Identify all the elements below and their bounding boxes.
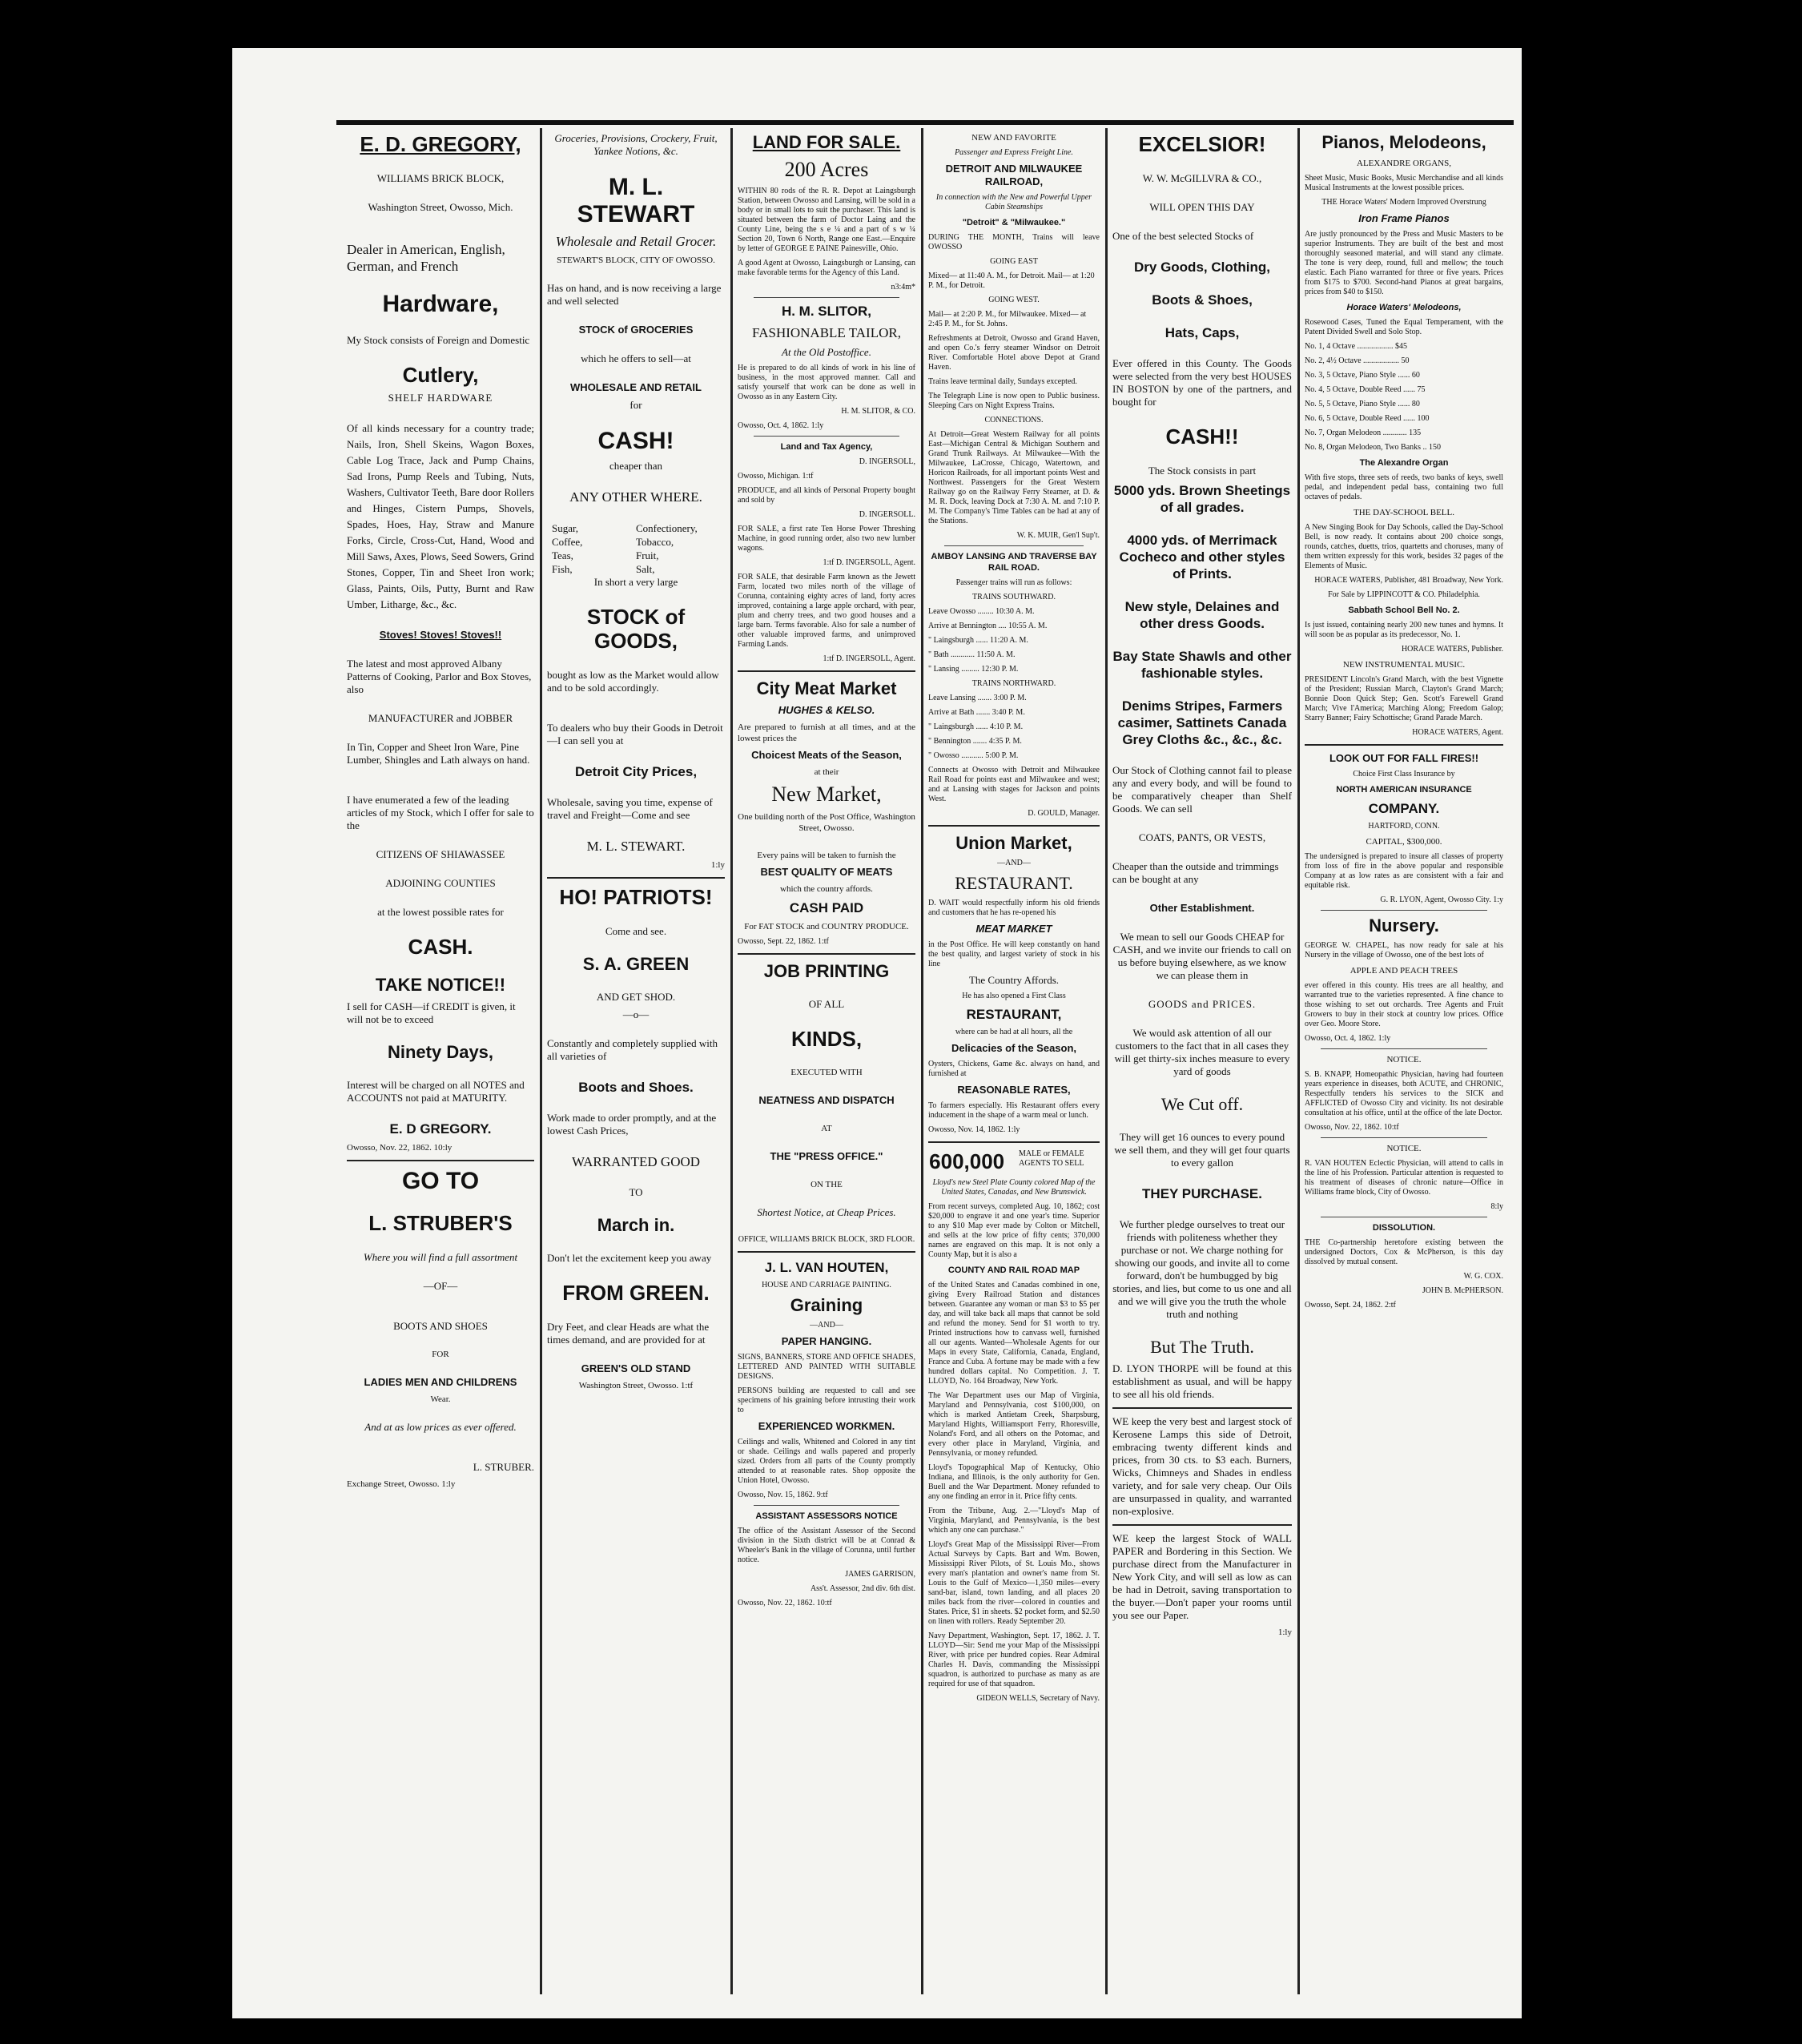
insurance-sign: G. R. LYON, Agent, Owosso City. 1:y [1380, 895, 1503, 904]
vanhouten-notice-ly: 8:ly [1490, 1202, 1503, 1211]
job-printing-short: Shortest Notice, at Cheap Prices. [757, 1206, 896, 1218]
job-printing-exec: EXECUTED WITH [790, 1068, 863, 1077]
lloyd-county: COUNTY AND RAIL ROAD MAP [947, 1265, 1080, 1275]
ingersoll-sign: D. INGERSOLL, [859, 457, 915, 466]
lloyd-body5: From the Tribune, Aug. 2.—"Lloyd's Map of Virginia, Maryland, and Pennsylvania, is the best which any one can purchase." [928, 1507, 1100, 1535]
meat-market-which: which the country affords. [780, 884, 873, 894]
insurance-body: The undersigned is prepared to insure all classes of property from loss of fire in the above popular and responsible Company at as low rates as are consistent with a fair and equitable risk. [1305, 852, 1503, 890]
excelsior-boots: Boots & Shoes, [1152, 292, 1253, 308]
nursery-date: Owosso, Oct. 4, 1862. 1:ly [1305, 1034, 1391, 1043]
column-1 [340, 132, 541, 1982]
meat-market-pains: Every pains will be taken to furnish the [757, 851, 896, 860]
job-printing-kinds: KINDS, [790, 1027, 863, 1051]
top-rule [336, 120, 1514, 125]
amboy-north-row: " Bennington ....... 4:35 P. M. [928, 737, 1022, 746]
gregory-tin: In Tin, Copper and Sheet Iron Ware, Pine Lumber, Shingles and Lath always on hand. [347, 741, 530, 766]
pianos-row: No. 1, 4 Octave .................. $45 [1305, 342, 1408, 351]
meat-market-names: HUGHES & KELSO. [778, 704, 875, 716]
lloyd-sign: GIDEON WELLS, Secretary of Navy. [976, 1694, 1100, 1703]
column-3 [731, 132, 922, 1982]
stewart-sub: Wholesale and Retail Grocer. [555, 234, 717, 249]
dissolution-title: DISSOLUTION. [1372, 1223, 1436, 1233]
excelsior-cut: We Cut off. [1160, 1094, 1244, 1114]
pianos-row: No. 2, 4½ Octave .................. 50 [1305, 356, 1410, 365]
excelsior-cash: CASH!! [1165, 424, 1239, 449]
pianos-alex2: The Alexandre Organ [1359, 458, 1449, 468]
column-5 [1106, 132, 1298, 1982]
lloyd-head: 600,000 [929, 1149, 1005, 1173]
meat-market-body: Are prepared to furnish at all times, and at the lowest prices the [738, 722, 915, 743]
gregory-shelf: SHELF HARDWARE [388, 392, 493, 404]
amboy-north-row: " Laingsburgh ...... 4:10 P. M. [928, 722, 1024, 731]
gregory-stock: My Stock consists of Foreign and Domestic [347, 334, 530, 346]
land-title: LAND FOR SALE. [752, 132, 901, 152]
lloyd-body3: The War Department uses our Map of Virginia, Maryland and Pennsylvania, cost $100,000, on which is marked Antietam Creek, Sharpsburg, Maryland Hights, Williamsport Ferry, Rhoresville, Noland's Ford, and all others on the Potomac, and every other place in Maryland, Virginia, and Pennsylvania, or money refunded. [928, 1391, 1100, 1458]
rr-during: DURING THE MONTH, Trains will leave OWOSSO [928, 233, 1100, 251]
excelsior-4000: 4000 yds. of Merrimack Cocheco and other styles of Prints. [1119, 533, 1285, 581]
pianos-row: No. 6, 5 Octave, Double Reed ...... 100 [1305, 414, 1430, 423]
stewart-ly: 1:ly [710, 860, 725, 870]
excelsior-coats: COATS, PANTS, OR VESTS, [1138, 831, 1266, 843]
struber-wear: Wear. [430, 1394, 451, 1404]
job-printing-press: THE "PRESS OFFICE." [770, 1150, 883, 1162]
amboy-south-row: " Laingsburgh ...... 11:20 A. M. [928, 636, 1028, 645]
union-body2: in the Post Office. He will keep constantly on hand the best quality, and largest variety of stock in his line [928, 940, 1100, 968]
dissolution-body: THE Co-partnership heretofore existing between the undersigned Doctors, Cox & McPherson, is this day dissolved by mutual consent. [1305, 1238, 1503, 1266]
pianos-alex2-body: With five stops, three sets of reeds, two banks of keys, swell pedal, and independent pedal bass, containing two full octaves of pedals. [1305, 473, 1503, 501]
pianos-row: No. 5, 5 Octave, Piano Style ...... 80 [1305, 400, 1420, 408]
pianos-sab: Sabbath School Bell No. 2. [1348, 606, 1460, 615]
ingersoll-place: Owosso, Michigan. 1:tf [738, 472, 814, 481]
green-to: TO [629, 1186, 643, 1198]
vanhouten-name: J. L. VAN HOUTEN, [764, 1260, 889, 1275]
green-shop: AND GET SHOD. [596, 991, 676, 1003]
vanhouten-persons: PERSONS building are requested to call and see specimens of his graining before intrusting their work to [738, 1386, 915, 1414]
column-2 [541, 132, 731, 1982]
green-warr: WARRANTED GOOD [571, 1154, 701, 1169]
amboy-south: TRAINS SOUTHWARD. [972, 593, 1056, 602]
pianos-alex: ALEXANDRE ORGANS, [1357, 159, 1451, 168]
excelsior-sixteen: They will get 16 ounces to every pound we sell them, and they will get four quarts to every gallon [1114, 1131, 1290, 1169]
slitor-body: He is prepared to do all kinds of work in his line of business, in the most approved manner. Call and satisfy yourself that work can be done as well in Owosso as in any Eastern City. [738, 364, 915, 401]
vanhouten-grain: Graining [790, 1295, 863, 1315]
vanhouten-and: —AND— [810, 1321, 843, 1330]
rr-east: GOING EAST [990, 257, 1038, 266]
green-come: Come and see. [605, 925, 667, 937]
amboy-south-row: " Bath ............ 11:50 A. M. [928, 650, 1016, 659]
knapp-date: Owosso, Nov. 22, 1862. 10:tf [1305, 1123, 1399, 1132]
item-text: Salt, [636, 563, 655, 575]
slitor-old: At the Old Postoffice. [782, 346, 871, 358]
stewart-saving: Wholesale, saving you time, expense of travel and Freight—Come and see [547, 796, 713, 821]
lloyd-body4: Lloyd's Topographical Map of Kentucky, Ohio Indiana, and Illinois, is the only authority for Gen. Buell and the War Department. Money refunded to any one finding an error in it. Price fifty cents. [928, 1463, 1100, 1501]
pianos-melo: Horace Waters' Melodeons, [1346, 303, 1462, 312]
excelsior-title: EXCELSIOR! [1138, 132, 1266, 156]
gregory-body: Of all kinds necessary for a country trade; Nails, Iron, Shell Skeins, Wagon Boxes, Cable Log Trace, Jack and Pump Chains, Sad Irons, Pump Reels and Tubing, Nuts, Washers, Cultivator Teeth, Bare door Rollers and Hinges, Cistern Pumps, Shovels, Spades, Hoes, Hay, Straw and Manure Forks, Circle, Cross-Cut, Hand, Wood and Mill Saws, Axes, Plows, Seed Sowers, Grind Stones, Copper, Tin and Sheet Iron work; Glass, Paints, Oils, Putty, Burnt and Raw Umber, Litharge, &c., &c. [347, 422, 535, 610]
rr-title: DETROIT AND MILWAUKEE RAILROAD, [945, 163, 1083, 187]
amboy-pass: Passenger trains will run as follows: [955, 578, 1072, 587]
gregory-cash: CASH. [408, 935, 473, 959]
gregory-street: Washington Street, Owosso, Mich. [368, 201, 513, 213]
pianos-melo-body: Rosewood Cases, Tuned the Equal Temperament, with the Patent Divided Swell and Solo Stop. [1305, 318, 1503, 336]
pianos-row: No. 8, Organ Melodeon, Two Banks .. 150 [1305, 443, 1442, 452]
insurance-look: LOOK OUT FOR FALL FIRES!! [1329, 752, 1479, 764]
struber-goto: GO TO [401, 1168, 480, 1194]
amboy-south-row: Arrive at Bennington .... 10:55 A. M. [928, 622, 1048, 630]
nursery-title: Nursery. [1369, 915, 1439, 935]
nursery-body2: ever offered in this county. His trees are all healthy, and warranted true to the varieties represented. A fine chance to those wishing to set out orchards. Tree Agents and Fruit Growers to buy in their stock at country low prices. Office over Geo. Moore Store. [1305, 981, 1503, 1028]
struber-name: L. STRUBER'S [368, 1211, 513, 1235]
excelsior-pledge: We further pledge ourselves to treat our friends with politeness whether they purchase or not. We charge nothing for showing our goods, and invite all to come forward, don't be humbugged by big stories, and lies, but come to us one and all and we will give you the truth the whole truth and nothing [1112, 1218, 1292, 1320]
struber-for: FOR [432, 1350, 449, 1359]
pianos-day-body: A New Singing Book for Day Schools, called the Day-School Bell, is now ready. It contains about 200 choice songs, rounds, catches, duetts, trios, quartetts and choruses, many of them written expressly for this work, besides 32 pages of the Elements of Music. [1305, 523, 1503, 570]
green-o: —o— [622, 1008, 650, 1020]
meat-market-at: at their [814, 767, 839, 777]
meat-market-best: BEST QUALITY OF MEATS [760, 866, 893, 878]
stewart-detroit: Detroit City Prices, [574, 764, 698, 779]
struber-sign: L. STRUBER. [473, 1461, 534, 1473]
excelsior-other: Other Establishment. [1149, 902, 1255, 914]
nursery-apple: APPLE AND PEACH TREES [1349, 966, 1458, 976]
land-body: WITHIN 80 rods of the R. R. Depot at Laingsburgh Station, between Owosso and Lansing, will be sold in a body or in small lots to suit the purchaser. This land is situated between the farm of Doctor Laing and the County Line, being the s e ¼ and a part of s w ¼ Section 20, Town 6 North, Range one East.—Enquire by letter of GEORGE E PAINE Painesville, Ohio. [738, 187, 915, 253]
excelsior-cheaper: Cheaper than the outside and trimmings can be bought at any [1112, 860, 1279, 885]
meat-market-title: City Meat Market [756, 678, 897, 698]
stewart-body: Has on hand, and is now receiving a large and well selected [547, 282, 722, 307]
meat-market-cashpaid: CASH PAID [789, 900, 864, 915]
gregory-citizens: CITIZENS OF SHIAWASSEE [376, 848, 505, 860]
dissolution-sign1: W. G. COX. [1463, 1272, 1503, 1281]
rr-line: Passenger and Express Freight Line. [955, 148, 1073, 157]
union-rates: REASONABLE RATES, [957, 1084, 1071, 1096]
vanhouten-sub: HOUSE AND CARRIAGE PAINTING. [762, 1281, 891, 1290]
job-printing-at: AT [821, 1124, 832, 1133]
item-text: Teas, [552, 549, 573, 561]
pianos-lipp: For Sale by LIPPINCOTT & CO. Philadelphia. [1328, 590, 1480, 599]
ingersoll-title: Land and Tax Agency, [780, 442, 873, 452]
pianos-day: THE DAY-SCHOOL BELL. [1354, 508, 1454, 517]
pianos-sign2: HORACE WATERS, Publisher. [1401, 645, 1503, 654]
green-ho: HO! PATRIOTS! [559, 885, 713, 909]
pianos-new-body: PRESIDENT Lincoln's Grand March, with the best Vignette of the President; Russian March, Clayton's Grand March; Bonnie Doon Quick Step; Gen. Scott's Farewell Grand March; Vive l'America; Marching Along; Freedom Galop; Starry Banner; Fairy Schottische; Grand Parade March. [1305, 675, 1503, 722]
struber-where: Where you will find a full assortment [363, 1251, 518, 1263]
excelsior-firm: W. W. McGILLVRA & CO., [1142, 172, 1262, 184]
stewart-stock: STOCK of GROCERIES [578, 324, 694, 336]
union-meat: MEAT MARKET [975, 923, 1052, 935]
pianos-row: No. 7, Organ Melodeon ............ 135 [1305, 429, 1422, 437]
item-text: Confectionery, [636, 522, 698, 534]
rr-west: GOING WEST. [988, 296, 1040, 304]
stewart-offers: which he offers to sell—at [581, 352, 691, 364]
gregory-hardware: Hardware, [382, 291, 499, 317]
item-text: Coffee, [552, 536, 583, 548]
gregory-stoves-body: The latest and most approved Albany Patterns of Cooking, Parlor and Box Stoves, also [347, 658, 532, 695]
job-printing-title: JOB PRINTING [763, 961, 890, 981]
union-rest: RESTAURANT. [955, 873, 1073, 893]
pianos-horace: THE Horace Waters' Modern Improved Overstrung [1321, 198, 1486, 207]
ingersoll-sign2: D. INGERSOLL. [859, 510, 915, 519]
rr-refresh: Refreshments at Detroit, Owosso and Grand Haven, and open Co.'s ferry steamer Windsor on Detroit River. Comfortable Hotel above Depot at Grand Haven. [928, 334, 1100, 372]
stewart-cash: CASH! [597, 428, 674, 454]
item-text: Sugar, [552, 522, 579, 534]
green-street: Washington Street, Owosso. 1:tf [578, 1381, 694, 1390]
rr-trains: Trains leave terminal daily, Sundays excepted. [928, 377, 1077, 386]
union-date: Owosso, Nov. 14, 1862. 1:ly [928, 1125, 1020, 1134]
excelsior-one: One of the best selected Stocks of [1112, 230, 1254, 242]
rr-ships: "Detroit" & "Milwaukee." [962, 218, 1066, 227]
pianos-sign: HORACE WATERS, Publisher, 481 Broadway, New York. [1314, 576, 1503, 585]
amboy-note: Connects at Owosso with Detroit and Milwaukee Rail Road for points east and Milwaukee and west; and at Lansing with stages for Jackson and points West. [928, 766, 1100, 803]
ingersoll-sign4: 1:tf D. INGERSOLL, Agent. [823, 654, 915, 663]
gregory-date: Owosso, Nov. 22, 1862. 10:ly [347, 1143, 453, 1153]
lloyd-body7: Navy Department, Washington, Sept. 17, 1862. J. T. LLOYD—Sir: Send me your Map of the Mississippi River, with price per hundred copies. Rear Admiral Charles H. Davis, commanding the Mississippi squadron, is authorized to purchase as many as are required for use of that squadron. [928, 1632, 1100, 1688]
excelsior-lyon: D. LYON THORPE will be found at this establishment as usual, and will be happy to see all his old friends. [1112, 1362, 1292, 1400]
item-text: Tobacco, [636, 536, 674, 548]
amboy-north-row: Arrive at Bath ....... 3:40 P. M. [928, 708, 1025, 717]
assessor-role: Ass't. Assessor, 2nd div. 6th dist. [810, 1584, 915, 1593]
rr-new: NEW AND FAVORITE [971, 133, 1056, 143]
gregory-sign: E. D GREGORY. [389, 1121, 492, 1137]
stewart-any: ANY OTHER WHERE. [569, 489, 702, 505]
union-where: where can be had at all hours, all the [955, 1028, 1073, 1036]
pianos-row: No. 3, 5 Octave, Piano Style ...... 60 [1305, 371, 1420, 380]
wallpaper-body: WE keep the largest Stock of WALL PAPER and Bordering in this Section. We purchase direct from the Manufacturer in New York City, and will sell as low as can be had in Detroit, saving transportation to the buyer.—Don't paper your rooms until you see our Paper. [1112, 1532, 1292, 1621]
gregory-take-notice: TAKE NOTICE!! [375, 975, 506, 995]
rr-west-times: Mail— at 2:20 P. M., for Milwaukee. Mixed— at 2:45 P. M., for St. Johns. [928, 310, 1087, 328]
struber-low: And at as low prices as ever offered. [364, 1421, 517, 1433]
nursery-body: GEORGE W. CHAPEL, has now ready for sale at his Nursery in the village of Owosso, one of the best lots of [1305, 941, 1503, 960]
rr-conn: In connection with the New and Powerful Upper Cabin Steamships [935, 193, 1092, 211]
stewart-items [547, 521, 725, 576]
stewart-name: M. L. STEWART [577, 174, 695, 227]
pianos-iron-body: Are justly pronounced by the Press and Music Masters to be superior Instruments. They are built of the best and most thoroughly seasoned material, and will stand any climate. The tone is very deep, round, full and mellow; the touch elastic. Each Piano warranted for three or five years. Prices from $175 to $700. Second-hand Pianos at great bargains, prices from $40 to $150. [1305, 230, 1503, 296]
excelsior-attention: We would ask attention of all our customers to the fact that in all cases they will get thirty-six inches measure to every yard of goods [1114, 1027, 1290, 1077]
pianos-new: NEW INSTRUMENTAL MUSIC. [1342, 660, 1466, 670]
stewart-head: Groceries, Provisions, Crockery, Fruit, Yankee Notions, &c. [554, 132, 718, 157]
gregory-sell: I sell for CASH—if CREDIT is given, it will not be to exceed [347, 1000, 516, 1025]
excelsior-clothing: Our Stock of Clothing cannot fail to please any and every body, and will be found to be comparatively cheaper than Shelf Goods. We can sell [1112, 764, 1292, 815]
gregory-lowest: at the lowest possible rates for [377, 906, 504, 918]
vanhouten-exp: EXPERIENCED WORKMEN. [758, 1420, 895, 1432]
stewart-sign: M. L. STEWART. [586, 839, 686, 854]
item-text: Fruit, [636, 549, 659, 561]
pianos-row: No. 4, 5 Octave, Double Reed ...... 75 [1305, 385, 1426, 394]
vanhouten-paper: PAPER HANGING. [781, 1335, 872, 1347]
green-stand: GREEN'S OLD STAND [581, 1362, 691, 1374]
rr-east-times: Mixed— at 11:40 A. M., for Detroit. Mail— at 1:20 P. M., for Detroit. [928, 272, 1095, 290]
union-body: D. WAIT would respectfully inform his old friends and customers that he has re-opened his [928, 899, 1100, 917]
lloyd-body: From recent surveys, completed Aug. 10, 1862; cost $20,000 to engrave it and one year's time. Superior to any $10 Map ever made by Colton or Mitchell, and sells at the low price of fifty cents; 370,000 names are engraved on this map. It is not only a County Map, but it is also a [928, 1202, 1100, 1259]
amboy-south-row: " Lansing ......... 12:30 P. M. [928, 665, 1019, 674]
vanhouten-date: Owosso, Nov. 15, 1862. 9:tf [738, 1491, 828, 1499]
land-acres: 200 Acres [784, 158, 869, 181]
meat-market-choice: Choicest Meats of the Season, [751, 749, 902, 761]
union-oysters: Oysters, Chickens, Game &c. always on hand, and furnished at [928, 1060, 1100, 1078]
struber-street: Exchange Street, Owosso. 1:ly [347, 1479, 456, 1489]
rr-connections: CONNECTIONS. [984, 416, 1044, 424]
job-printing-on: ON THE [810, 1180, 843, 1189]
stewart-for: for [629, 399, 642, 411]
pianos-sign3: HORACE WATERS, Agent. [1412, 728, 1503, 737]
green-name: S. A. GREEN [582, 954, 690, 974]
excelsior-new: New style, Delaines and other dress Goods. [1124, 599, 1280, 631]
pianos-sheet: Sheet Music, Music Books, Music Merchandise and all kinds Musical Instruments at the lowest possible prices. [1305, 174, 1503, 192]
insurance-company: COMPANY. [1368, 801, 1440, 816]
rr-tele: The Telegraph Line is now open to Public business. Sleeping Cars on Night Express Trains. [928, 392, 1100, 410]
assessor-title: ASSISTANT ASSESSORS NOTICE [755, 1511, 898, 1521]
struber-boots: BOOTS AND SHOES [393, 1320, 488, 1332]
union-title: Union Market, [955, 833, 1072, 853]
rr-conn-body: At Detroit—Great Western Railway for all points East—Michigan Central & Michigan Southern and Grand Trunk Railways. At Milwaukee—With the Milwaukee, LaCrosse, Chicago, Watertown, and Horicon Railroads, for all important points West and Northwest. Passengers for the Great Western Railway go on the Railway Ferry Steamer, at D. & M. R. Dock, leaving Dock at 7:30 A. M. and 7:10 P. M. The Company's Time Tables can be had at any of the Stations. [928, 430, 1100, 525]
lloyd-body2: of the United States and Canadas combined in one, giving Every Railroad Station and distances between. Guarantee any woman or man $3 to $5 per day, and will take back all maps that cannot be sold and refund the money. Send for $1 worth to try. Printed instructions how to canvass well, furnished all our agents. Wanted—Wholesale Agents for our Maps in every State, California, Canada, England, France and Cuba. A fortune may be made with a few hundred dollars capital. No Competition. J. T. LLOYD, No. 164 Broadway, New York. [928, 1281, 1100, 1386]
ingersoll-sale: FOR SALE, a first rate Ten Horse Power Threshing Machine, in good running order, also two new lumber wagons. [738, 525, 915, 553]
insurance-cap: CAPITAL, $300,000. [1366, 837, 1442, 847]
excelsior-will: WILL OPEN THIS DAY [1149, 201, 1255, 213]
excelsior-mean: We mean to sell our Goods CHEAP for CASH, and we invite our friends to call on us before buying elsewhere, as we know we can please them in [1112, 931, 1292, 981]
lloyd-body6: Lloyd's Great Map of the Mississippi River—From Actual Surveys by Capts. Bart and Wm. Bowen, Mississippi River Pilots, of St. Louis Mo., shows every man's plantation and owner's name from St. Louis to the Gulf of Mexico—1,350 miles—every sand-bar, island, town landing, and all places 20 miles back from the river—colored in counties and States. Price, $1 in sheets. $2 pocket form, and $2.50 on linen with rollers. Ready September 20. [928, 1540, 1100, 1626]
meat-market-new: New Market, [771, 783, 882, 806]
meat-market-fat: For FAT STOCK and COUNTRY PRODUCE. [744, 922, 909, 931]
assessor-date: Owosso, Nov. 22, 1862. 10:tf [738, 1599, 832, 1607]
amboy-north-row: " Owosso ........... 5:00 P. M. [928, 751, 1019, 760]
excelsior-bay: Bay State Shawls and other fashionable styles. [1112, 649, 1292, 681]
land-agent: A good Agent at Owosso, Laingsburgh or Lansing, can make favorable terms for the Agency of this Land. [738, 259, 915, 277]
gregory-cutlery: Cutlery, [402, 363, 479, 387]
stewart-cheaper: cheaper than [609, 460, 663, 472]
insurance-choice: Choice First Class Insurance by [1353, 770, 1455, 779]
union-and: —AND— [997, 859, 1031, 867]
lloyd-lloyd: Lloyd's new Steel Plate County colored Map of the United States, Canadas, and New Brunswick. [932, 1178, 1096, 1197]
pianos-title: Pianos, Melodeons, [1321, 132, 1486, 152]
green-work: Work made to order promptly, and at the lowest Cash Prices, [547, 1112, 717, 1137]
lloyd-male: MALE or FEMALE AGENTS TO SELL [1018, 1149, 1084, 1168]
vanhouten-notice-body: R. VAN HOUTEN Eclectic Physician, will attend to calls in the line of his Profession. Particular attention is requested to his treatment of diseases of chronic nature—Office in Williams frame block, City of Owosso. [1305, 1159, 1503, 1197]
amboy-sign: D. GOULD, Manager. [1028, 809, 1100, 818]
column-6 [1298, 132, 1510, 1982]
excelsior-dry: Dry Goods, Clothing, [1134, 260, 1270, 275]
job-printing-office: OFFICE, WILLIAMS BRICK BLOCK, 3RD FLOOR. [738, 1235, 915, 1244]
union-rest2: RESTAURANT, [966, 1007, 1062, 1022]
green-from: FROM GREEN. [562, 1281, 710, 1305]
land-tag: n3:4m* [891, 283, 915, 292]
union-farmers: To farmers especially. His Restaurant offers every inducement in the shape of a warm meal or lunch. [928, 1101, 1100, 1120]
gregory-enum: I have enumerated a few of the leading articles of my Stock, which I offer for sale to the [347, 794, 534, 831]
slitor-name: H. M. SLITOR, [781, 304, 872, 319]
ingersoll-sign3: 1:tf D. INGERSOLL, Agent. [823, 558, 915, 567]
assessor-body: The office of the Assistant Assessor of the Second division in the Sixth district will be at Conrad & Wheeler's Bank in the village of Corunna, until further notice. [738, 1527, 915, 1564]
excelsior-truth: But The Truth. [1150, 1337, 1254, 1357]
lamps-body: WE keep the very best and largest stock of Kerosene Lamps this side of Detroit, embracing twenty different kinds and prices, from 30 cts. to $3 each. Burners, Wicks, Chimneys and Shades in endless variety, and for sale very cheap. Our Oils are unsurpassed in quality, and warranted non-explosive. [1112, 1415, 1292, 1517]
excelsior-purchase: THEY PURCHASE. [1142, 1186, 1262, 1201]
vanhouten-signs: SIGNS, BANNERS, STORE AND OFFICE SHADES, LETTERED AND PAINTED WITH SUITABLE DESIGNS. [738, 1353, 915, 1381]
gregory-adjoin: ADJOINING COUNTIES [385, 877, 496, 889]
knapp-body: S. B. KNAPP, Homeopathic Physician, having had fourteen years experience in diseases, both ACUTE, and CHRONIC, Respectfully tenders his services to the SICK and AFFLICTED of Owosso City and vicinity. Its not desirable consultation at his office, until at the office of the late Doctor. [1305, 1070, 1503, 1117]
slitor-date: Owosso, Oct. 4, 1862. 1:ly [738, 421, 824, 430]
union-delic: Delicacies of the Season, [951, 1042, 1077, 1054]
gregory-interest: Interest will be charged on all NOTES and ACCOUNTS not paid at MATURITY. [347, 1079, 525, 1104]
pianos-iron: Iron Frame Pianos [1358, 212, 1450, 224]
insurance-north: NORTH AMERICAN INSURANCE [1336, 785, 1472, 795]
amboy-title: AMBOY LANSING AND TRAVERSE BAY RAIL ROAD. [931, 552, 1097, 573]
slitor-fash: FASHIONABLE TAILOR, [752, 325, 901, 340]
stewart-whole: WHOLESALE AND RETAIL [570, 381, 702, 393]
column-4 [922, 132, 1106, 1982]
gregory-mfr: MANUFACTURER and JOBBER [368, 712, 513, 724]
stewart-bought: bought as low as the Market would allow and to be sold accordingly. [547, 669, 719, 694]
stewart-dealers: To dealers who buy their Goods in Detroit—I can sell you at [547, 722, 723, 746]
amboy-north: TRAINS NORTHWARD. [971, 679, 1056, 688]
gregory-ninety: Ninety Days, [387, 1042, 494, 1062]
meat-market-door: One building north of the Post Office, Washington Street, Owosso. [738, 812, 915, 833]
assessor-sign: JAMES GARRISON, [845, 1570, 915, 1579]
struber-ladies: LADIES MEN AND CHILDRENS [364, 1376, 517, 1388]
gregory-block: WILLIAMS BRICK BLOCK, [376, 172, 505, 184]
vanhouten-notice-title: NOTICE. [1386, 1144, 1422, 1153]
excelsior-ever: Ever offered in this County. The Goods were selected from the very best HOUSES IN BOSTON by one of the partners, and bought for [1112, 357, 1292, 408]
dissolution-sign2: JOHN B. McPHERSON. [1422, 1286, 1503, 1295]
insurance-hart: HARTFORD, CONN. [1368, 822, 1440, 831]
excelsior-denims: Denims Stripes, Farmers casimer, Sattinets Canada Grey Cloths &c., &c., &c. [1117, 698, 1287, 747]
excelsior-5000: 5000 yds. Brown Sheetings of all grades. [1113, 483, 1291, 515]
union-opened: He has also opened a First Class [962, 992, 1066, 1000]
excelsior-stock: The Stock consists in part [1148, 465, 1257, 477]
pianos-sab-body: Is just issued, containing nearly 200 new tunes and hymns. It will soon be as popular as its predecessor, No. 1. [1305, 621, 1503, 639]
ingersoll-produce: PRODUCE, and all kinds of Personal Property bought and sold by [738, 486, 915, 505]
dissolution-date: Owosso, Sept. 24, 1862. 2:tf [1305, 1301, 1396, 1310]
gregory-dealer: Dealer in American, English, German, and French [347, 242, 505, 274]
struber-of: —OF— [423, 1280, 458, 1292]
green-const: Constantly and completely supplied with all varieties of [547, 1037, 718, 1062]
job-printing-of: OF ALL [808, 998, 845, 1010]
gregory-stoves: Stoves! Stoves! Stoves!! [379, 629, 502, 641]
stewart-stock-goods: STOCK of GOODS, [586, 605, 686, 653]
amboy-north-row: Leave Lansing ....... 3:00 P. M. [928, 694, 1027, 702]
excelsior-hats: Hats, Caps, [1164, 325, 1240, 340]
meat-market-date: Owosso, Sept. 22, 1862. 1:tf [738, 937, 829, 946]
stewart-short: In short a very large [593, 576, 678, 588]
item-text: Fish, [552, 563, 573, 575]
ingersoll-farm: FOR SALE, that desirable Farm known as the Jewett Farm, located two miles north of the village of Corunna, containing eighty acres of land, forty acres improved, containing a large apple orchard, with pear, plum and cherry trees, and two good houses and a large barn. Terms favorable. Also for sale a number of other valuable improved farms, and unimproved Farming Lands. [738, 573, 915, 649]
amboy-south-row: Leave Owosso ........ 10:30 A. M. [928, 607, 1035, 616]
green-march: March in. [597, 1215, 675, 1235]
stewart-block: STEWART'S BLOCK, CITY OF OWOSSO. [557, 256, 715, 265]
knapp-title: NOTICE. [1386, 1055, 1422, 1064]
vanhouten-body: Ceilings and walls, Whitened and Colored in any tint or shade. Ceilings and walls papered and properly sized. Orders from all parts of the County promptly attended to at reasonable rates. Shop opposite the Union Hotel, Owosso. [738, 1438, 915, 1485]
excelsior-goods: GOODS and PRICES. [1148, 998, 1257, 1010]
green-dont: Don't let the excitement keep you away [547, 1252, 712, 1264]
job-printing-neat: NEATNESS AND DISPATCH [758, 1094, 895, 1106]
union-country: The Country Affords. [968, 974, 1060, 986]
gregory-title: E. D. GREGORY, [360, 132, 521, 156]
green-boots: Boots and Shoes. [578, 1080, 694, 1095]
wallpaper-ly: 1:ly [1277, 1628, 1292, 1637]
green-dry: Dry Feet, and clear Heads are what the times demand, and are provided for at [547, 1321, 710, 1346]
slitor-sign: H. M. SLITOR, & CO. [841, 407, 915, 416]
rr-sign: W. K. MUIR, Gen'l Sup't. [1016, 531, 1100, 540]
